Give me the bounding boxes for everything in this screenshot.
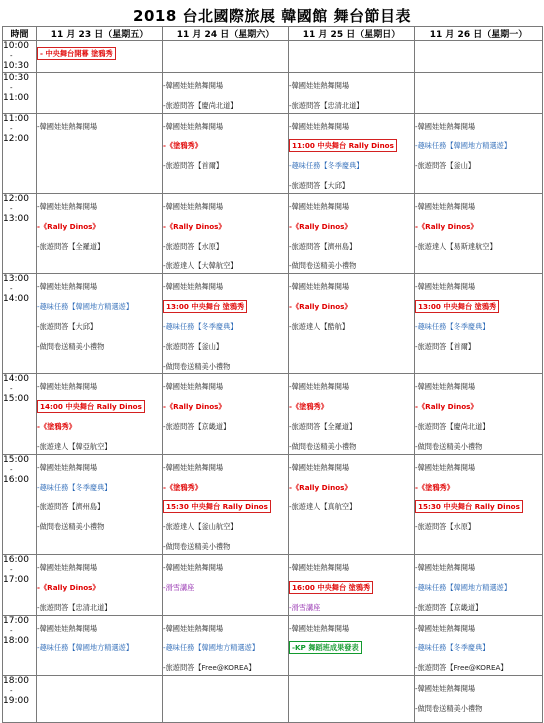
- event-item: -韓國娃娃熱舞開場: [289, 121, 350, 131]
- event-item: -韓國娃娃熱舞開場: [289, 81, 350, 90]
- event-item: -旅遊問答【忠清北道】: [289, 100, 364, 110]
- schedule-cell-d4: [415, 73, 543, 114]
- schedule-cell-d1: [37, 454, 163, 554]
- highlighted-event: 11:00 中央舞台 Rally Dinos: [289, 139, 397, 152]
- schedule-cell-d3: [289, 274, 415, 374]
- schedule-cell-d1: [37, 73, 163, 114]
- schedule-cell-d4: [415, 454, 543, 554]
- event-item: -韓國娃娃熱舞開場: [163, 81, 224, 90]
- time-separator: -: [10, 52, 13, 60]
- table-row: [3, 274, 543, 374]
- event-item: -旅遊達人【大韓航空】: [163, 261, 238, 271]
- time-end: 10:30: [3, 61, 29, 71]
- event-item: -韓國娃娃熱舞開場: [37, 201, 98, 211]
- highlighted-event: 14:00 中央舞台 Rally Dinos: [37, 400, 145, 413]
- event-item: -旅遊達人【酷航】: [289, 321, 350, 331]
- table-row: [3, 675, 543, 722]
- event-item: -韓國娃娃熱舞開場: [415, 121, 476, 131]
- event-item: -做問卷送精美小禮物: [163, 542, 231, 552]
- event-item: -旅遊問答【慶尚北道】: [163, 100, 238, 110]
- event-item: -《塗鴉秀》: [163, 141, 202, 151]
- time-separator: -: [10, 626, 13, 635]
- event-item: -做問卷送精美小禮物: [415, 703, 483, 713]
- schedule-cell-d2: [163, 675, 289, 722]
- event-item: -《Rally Dinos》: [163, 221, 226, 231]
- event-item: -旅遊問答【全羅道】: [289, 421, 357, 431]
- schedule-cell-d1: [37, 374, 163, 454]
- event-item: -《塗鴉秀》: [289, 402, 328, 412]
- event-item: -韓國娃娃熱舞開場: [415, 462, 476, 472]
- event-item: -韓國娃娃熱舞開場: [163, 562, 224, 572]
- schedule-cell-d3: [289, 675, 415, 722]
- table-row: [3, 193, 543, 273]
- event-item: -旅遊問答【釜山】: [415, 161, 476, 171]
- event-item: -韓國娃娃熱舞開場: [37, 462, 98, 472]
- schedule-cell-d3: [289, 374, 415, 454]
- schedule-cell-d3: [289, 615, 415, 675]
- schedule-cell-d2: [163, 73, 289, 114]
- schedule-cell-d2: [163, 193, 289, 273]
- schedule-cell-d2: [163, 274, 289, 374]
- event-item: -趣味任務【冬季慶典】: [415, 321, 490, 331]
- time-end: 15:00: [3, 394, 29, 405]
- schedule-cell-d4: [415, 193, 543, 273]
- schedule-cell-d3: [289, 73, 415, 114]
- schedule-cell-d3: [289, 454, 415, 554]
- event-item: -韓國娃娃熱舞開場: [289, 201, 350, 211]
- schedule-cell-d3: [289, 113, 415, 193]
- schedule-cell-d4: [415, 675, 543, 722]
- time-cell: [3, 193, 37, 273]
- time-separator: -: [10, 686, 13, 695]
- schedule-table: [2, 26, 543, 723]
- event-item: -旅遊達人【真航空】: [289, 502, 357, 512]
- time-start: 18:00: [3, 675, 29, 686]
- schedule-cell-d3: [289, 41, 415, 73]
- header-day-3: 11 月 25 日（星期日）: [289, 27, 415, 41]
- event-item: -《Rally Dinos》: [289, 301, 352, 311]
- event-item: -趣味任務【冬季慶典】: [415, 643, 490, 653]
- event-item: -旅遊問答【大邱】: [289, 181, 350, 191]
- time-start: 14:00: [3, 374, 29, 385]
- event-item: -韓國娃娃熱舞開場: [37, 282, 98, 292]
- event-item: -旅遊問答【濟州島】: [289, 241, 357, 251]
- event-item: -做問卷送精美小禮物: [289, 441, 357, 451]
- event-item: -趣味任務【韓國地方精選遊】: [37, 643, 134, 653]
- highlighted-event: 13:00 中央舞台 塗鴉秀: [163, 300, 247, 313]
- table-row: [3, 41, 543, 73]
- table-row: [3, 615, 543, 675]
- time-cell: [3, 41, 37, 73]
- schedule-cell-d4: [415, 274, 543, 374]
- header-row: [3, 27, 543, 41]
- time-end: 12:00: [3, 133, 29, 144]
- header-day-1: 11 月 23 日（星期五）: [37, 27, 163, 41]
- event-item: -旅遊問答【首爾】: [163, 161, 224, 171]
- time-end: 16:00: [3, 474, 29, 485]
- time-cell: [3, 554, 37, 615]
- header-day-4: 11 月 26 日（星期一）: [415, 27, 543, 41]
- event-item: -《Rally Dinos》: [163, 402, 226, 412]
- time-end: 11:00: [3, 93, 29, 103]
- event-item: -韓國娃娃熱舞開場: [289, 462, 350, 472]
- event-item: -做問卷送精美小禮物: [37, 341, 105, 351]
- header-day-2: 11 月 24 日（星期六）: [163, 27, 289, 41]
- schedule-cell-d3: [289, 193, 415, 273]
- event-item: -旅遊問答【首爾】: [415, 341, 476, 351]
- event-item: -旅遊問答【忠清北道】: [37, 602, 112, 612]
- event-item: -滑雪講座: [163, 582, 195, 592]
- schedule-cell-d1: [37, 113, 163, 193]
- event-item: -旅遊問答【京畿道】: [163, 421, 231, 431]
- time-separator: -: [10, 204, 13, 213]
- event-item: -《Rally Dinos》: [37, 582, 100, 592]
- event-item: -旅遊達人【釜山航空】: [163, 522, 238, 532]
- highlighted-event: 15:30 中央舞台 Rally Dinos: [415, 500, 523, 513]
- event-item: -旅遊問答【全羅道】: [37, 241, 105, 251]
- time-end: 14:00: [3, 294, 29, 305]
- schedule-cell-d3: [289, 554, 415, 615]
- event-item: -做問卷送精美小禮物: [37, 522, 105, 532]
- schedule-cell-d1: [37, 193, 163, 273]
- event-item: -做問卷送精美小禮物: [289, 261, 357, 271]
- event-item: -韓國娃娃熱舞開場: [37, 623, 98, 633]
- event-item: -旅遊達人【韓亞航空】: [37, 441, 112, 451]
- event-item: -旅遊問答【京畿道】: [415, 602, 483, 612]
- event-item: -韓國娃娃熱舞開場: [37, 562, 98, 572]
- time-end: 19:00: [3, 695, 29, 706]
- event-item: -趣味任務【韓國地方精選遊】: [37, 301, 134, 311]
- event-item: -旅遊問答【釜山】: [163, 341, 224, 351]
- schedule-cell-d2: [163, 554, 289, 615]
- time-start: 17:00: [3, 615, 29, 626]
- event-item: -《Rally Dinos》: [289, 482, 352, 492]
- time-start: 10:30: [3, 73, 29, 83]
- event-item: -旅遊問答【大邱】: [37, 321, 98, 331]
- time-cell: [3, 73, 37, 114]
- time-separator: -: [10, 465, 13, 474]
- event-item: -做問卷送精美小禮物: [415, 441, 483, 451]
- event-item: -趣味任務【冬季慶典】: [289, 161, 364, 171]
- table-row: [3, 113, 543, 193]
- event-item: -韓國娃娃熱舞開場: [289, 382, 350, 392]
- time-start: 12:00: [3, 193, 29, 204]
- event-item: -韓國娃娃熱舞開場: [415, 623, 476, 633]
- event-item: -韓國娃娃熱舞開場: [37, 121, 98, 131]
- event-item: -《Rally Dinos》: [37, 221, 100, 231]
- time-cell: [3, 274, 37, 374]
- time-separator: -: [10, 385, 13, 394]
- highlighted-event: 15:30 中央舞台 Rally Dinos: [163, 500, 271, 513]
- time-end: 17:00: [3, 574, 29, 585]
- table-row: [3, 454, 543, 554]
- event-item: -旅遊問答【水原】: [163, 241, 224, 251]
- time-separator: -: [10, 124, 13, 133]
- event-item: -韓國娃娃熱舞開場: [37, 382, 98, 392]
- highlighted-event: - 中央舞台開幕 塗鴉秀: [37, 47, 116, 60]
- time-cell: [3, 113, 37, 193]
- event-item: -韓國娃娃熱舞開場: [415, 201, 476, 211]
- schedule-cell-d1: [37, 675, 163, 722]
- table-row: [3, 73, 543, 114]
- schedule-cell-d4: [415, 554, 543, 615]
- event-item: -趣味任務【冬季慶典】: [163, 321, 238, 331]
- schedule-cell-d1: [37, 554, 163, 615]
- event-item: -韓國娃娃熱舞開場: [163, 382, 224, 392]
- highlighted-event: -KP 舞蹈班成果發表: [289, 641, 362, 654]
- time-start: 15:00: [3, 454, 29, 465]
- event-item: -韓國娃娃熱舞開場: [289, 562, 350, 572]
- event-item: -旅遊問答【Free@KOREA】: [163, 663, 256, 673]
- event-item: -《Rally Dinos》: [289, 221, 352, 231]
- table-row: [3, 374, 543, 454]
- header-time: 時間: [3, 27, 37, 41]
- schedule-cell-d4: [415, 41, 543, 73]
- schedule-cell-d2: [163, 615, 289, 675]
- event-item: -韓國娃娃熱舞開場: [163, 121, 224, 131]
- event-item: -旅遊達人【易斯達航空】: [415, 241, 497, 251]
- time-start: 10:00: [3, 41, 29, 51]
- event-item: -滑雪講座: [289, 602, 321, 612]
- schedule-cell-d4: [415, 374, 543, 454]
- event-item: -《塗鴉秀》: [415, 482, 454, 492]
- event-item: -旅遊問答【濟州島】: [37, 502, 105, 512]
- schedule-body: [3, 41, 543, 723]
- schedule-cell-d2: [163, 454, 289, 554]
- event-item: -趣味任務【韓國地方精選遊】: [163, 643, 260, 653]
- schedule-cell-d4: [415, 113, 543, 193]
- event-item: -旅遊問答【慶尚北道】: [415, 421, 490, 431]
- event-item: -旅遊問答【Free@KOREA】: [415, 663, 508, 673]
- page-title: 2018 台北國際旅展 韓國館 舞台節目表: [133, 7, 411, 25]
- time-start: 16:00: [3, 554, 29, 565]
- time-end: 13:00: [3, 213, 29, 224]
- event-item: -韓國娃娃熱舞開場: [415, 282, 476, 292]
- highlighted-event: 13:00 中央舞台 塗鴉秀: [415, 300, 499, 313]
- schedule-cell-d2: [163, 41, 289, 73]
- schedule-cell-d2: [163, 374, 289, 454]
- event-item: -趣味任務【韓國地方精選遊】: [415, 141, 512, 151]
- event-item: -韓國娃娃熱舞開場: [415, 382, 476, 392]
- time-cell: [3, 374, 37, 454]
- time-cell: [3, 675, 37, 722]
- event-item: -韓國娃娃熱舞開場: [289, 282, 350, 292]
- schedule-cell-d1: [37, 41, 163, 73]
- schedule-cell-d1: [37, 274, 163, 374]
- event-item: -《Rally Dinos》: [415, 221, 478, 231]
- event-item: -做問卷送精美小禮物: [163, 361, 231, 371]
- event-item: -旅遊問答【水原】: [415, 522, 476, 532]
- event-item: -《塗鴉秀》: [163, 482, 202, 492]
- event-item: -韓國娃娃熱舞開場: [163, 201, 224, 211]
- event-item: -趣味任務【冬季慶典】: [37, 482, 112, 492]
- time-cell: [3, 454, 37, 554]
- event-item: -韓國娃娃熱舞開場: [163, 282, 224, 292]
- time-start: 13:00: [3, 274, 29, 285]
- table-row: [3, 554, 543, 615]
- time-start: 11:00: [3, 113, 29, 124]
- time-end: 18:00: [3, 635, 29, 646]
- schedule-cell-d1: [37, 615, 163, 675]
- time-separator: -: [10, 285, 13, 294]
- event-item: -韓國娃娃熱舞開場: [415, 562, 476, 572]
- time-separator: -: [10, 565, 13, 574]
- highlighted-event: 16:00 中央舞台 塗鴉秀: [289, 581, 373, 594]
- event-item: -韓國娃娃熱舞開場: [163, 623, 224, 633]
- time-cell: [3, 615, 37, 675]
- event-item: -韓國娃娃熱舞開場: [289, 623, 350, 633]
- event-item: -趣味任務【韓國地方精選遊】: [415, 582, 512, 592]
- event-item: -《塗鴉秀》: [37, 422, 76, 432]
- event-item: -韓國娃娃熱舞開場: [415, 683, 476, 693]
- schedule-cell-d2: [163, 113, 289, 193]
- event-item: -韓國娃娃熱舞開場: [163, 462, 224, 472]
- event-item: -《Rally Dinos》: [415, 402, 478, 412]
- schedule-cell-d4: [415, 615, 543, 675]
- time-separator: -: [10, 84, 13, 92]
